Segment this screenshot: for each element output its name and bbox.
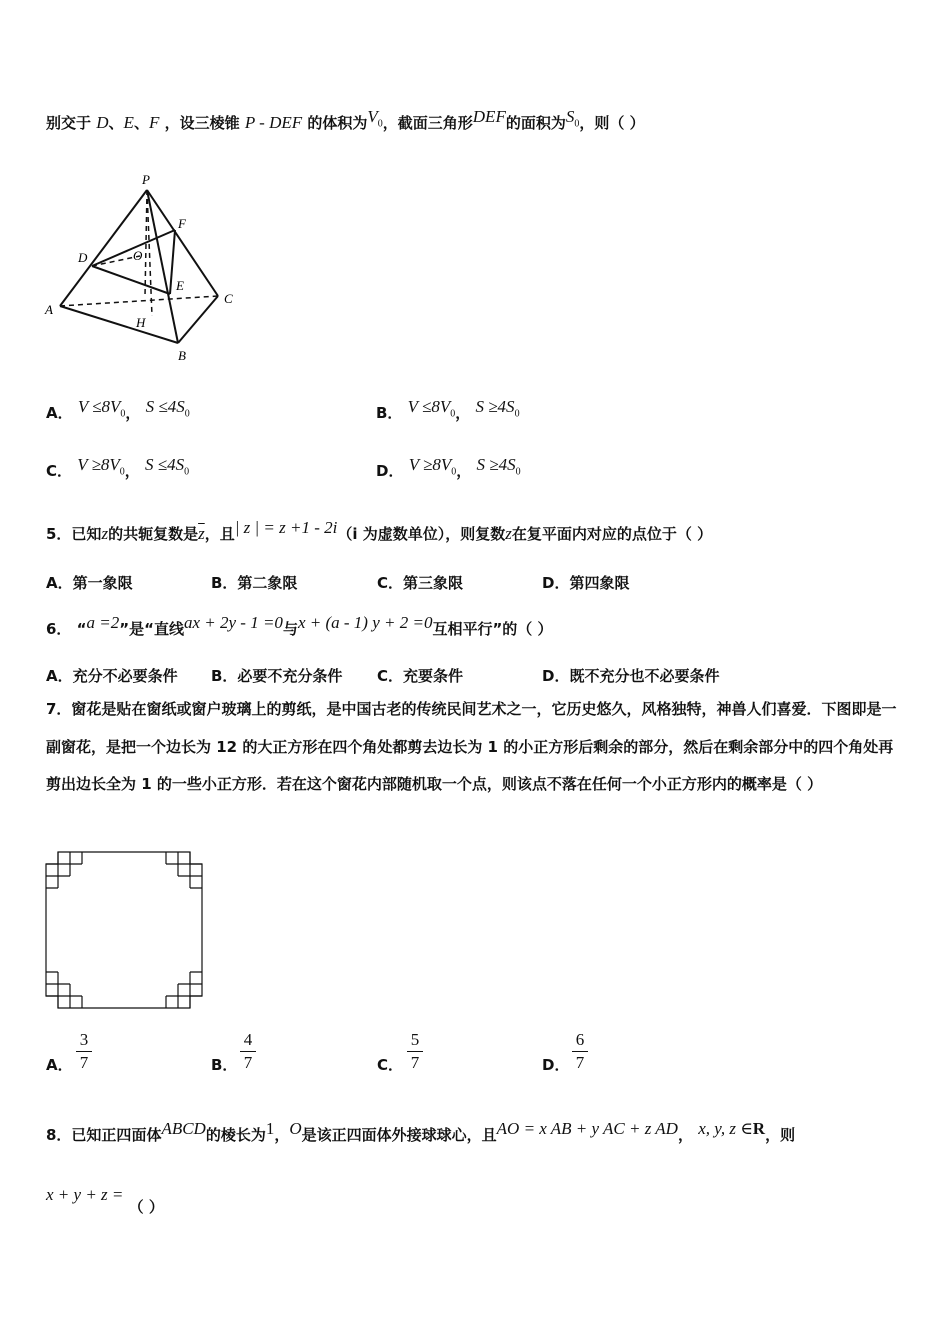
point-f: F: [148, 113, 160, 132]
q7-option-a-fraction[interactable]: [76, 1030, 92, 1073]
option-v-text: V ≥8V: [77, 455, 120, 474]
label-c: C: [224, 291, 233, 306]
option-v-text: V ≤8V: [407, 397, 451, 416]
label-p: P: [142, 172, 150, 187]
v0-symbol: [367, 107, 383, 130]
triangle-def: DEF: [472, 107, 506, 126]
subscript: 0: [120, 408, 126, 420]
numerator: 3: [79, 1030, 89, 1049]
fraction-bar: [572, 1051, 588, 1052]
q5-stem: [46, 518, 713, 544]
separator: 、: [133, 114, 149, 132]
corner-squares-top-right: [166, 852, 202, 888]
q4-option-b[interactable]: [376, 397, 520, 425]
subscript: 0: [377, 118, 383, 130]
edge-fe: [170, 230, 175, 294]
q8-stem: [46, 1119, 796, 1145]
q4-text: ，设三棱锥: [164, 114, 240, 132]
option-s: [475, 397, 520, 420]
label-e: E: [176, 278, 184, 293]
q5-option-d[interactable]: D．第四象限: [542, 574, 630, 592]
option-s: [145, 455, 190, 478]
q4-stem: [46, 107, 645, 135]
q7-option-b-fraction[interactable]: [240, 1030, 256, 1073]
fraction-bar: [240, 1051, 256, 1052]
q7-option-b-letter[interactable]: B．: [211, 1056, 238, 1074]
corner-squares-top-left: [46, 852, 82, 888]
q6-text: ”是“直线: [119, 620, 184, 638]
q6-text: “: [76, 620, 87, 638]
denominator: 7: [410, 1053, 420, 1072]
fraction-bar: [76, 1051, 92, 1052]
tetrahedron-abcd: ABCD: [161, 1119, 206, 1138]
subscript: 0: [574, 118, 580, 130]
q8-sum-line: [46, 1184, 164, 1216]
q7-option-c-letter[interactable]: C．: [377, 1056, 404, 1074]
q4-text: 的面积为: [505, 114, 566, 132]
q5-option-b[interactable]: B．第二象限: [211, 574, 298, 592]
point-d: D: [96, 113, 109, 132]
v-letter: V: [367, 107, 378, 126]
denominator: 7: [575, 1053, 585, 1072]
q4-option-a[interactable]: [46, 397, 190, 425]
q8-text: 是该正四面体外接球球心，且: [301, 1126, 497, 1144]
q5-text: 5．已知: [46, 525, 102, 543]
option-v: [407, 397, 456, 420]
option-letter: A．: [46, 404, 73, 422]
q7-option-d-fraction[interactable]: [572, 1030, 588, 1073]
q6-text: 互相平行”的（ ）: [432, 620, 553, 638]
option-letter: D．: [376, 462, 404, 480]
q6-text: 6．: [46, 620, 72, 638]
q6-text: 与: [282, 620, 298, 638]
comma: ，: [124, 462, 140, 480]
q6-option-a[interactable]: A．充分不必要条件: [46, 667, 178, 685]
point-o: O: [289, 1119, 302, 1138]
vector-equation: AO = x AB + y AC + z AD: [496, 1119, 678, 1138]
label-o: O: [133, 248, 143, 263]
q5-text: 在复平面内对应的点位于（ ）: [511, 525, 713, 543]
numerator: 6: [575, 1030, 585, 1049]
q4-option-c[interactable]: [46, 455, 190, 483]
q6-stem: [46, 613, 553, 639]
q5-equation: | z | = z +1 - 2i: [234, 518, 338, 537]
label-h: H: [136, 315, 146, 330]
option-s-text: S ≥4S: [475, 397, 515, 416]
q5-option-c[interactable]: C．第三象限: [377, 574, 464, 592]
option-s: [145, 397, 190, 420]
subscript: 0: [451, 466, 457, 478]
q5-text: 的共轭复数是: [108, 525, 199, 543]
q8-text: 的棱长为: [205, 1126, 266, 1144]
window-flower-figure: [44, 850, 208, 1010]
q7-paragraph: 7．窗花是贴在窗纸或窗户玻璃上的剪纸，是中国古老的传统民间艺术之一，它历史悠久，风格独特，神兽人们喜爱．下图即是一副窗花，是把一个边长为 12 的大正方形在四个角处都剪去边长为 1 的小正方形后剩余的部分，然后在剩余部分中的四个角处再剪出边长全为 1 的一些小正方形．若在这个窗花内部随机取一个点，则该点不落在任何一个小正方形内的概率是（ ）: [46, 700, 897, 793]
s-letter: S: [565, 107, 575, 126]
q4-text: ，则（ ）: [579, 114, 645, 132]
sum-expression: x + y + z =: [46, 1185, 124, 1204]
subscript: 0: [515, 466, 521, 478]
numerator: 5: [410, 1030, 420, 1049]
answer-blank: （ ）: [128, 1198, 164, 1216]
q4-text: 别交于: [46, 114, 92, 132]
option-s-text: S ≤4S: [145, 397, 185, 416]
real-numbers: R: [752, 1119, 766, 1138]
q8-text: ，: [274, 1126, 290, 1144]
option-s-text: S ≤4S: [145, 455, 185, 474]
option-s: [476, 455, 521, 478]
edge-ac-hidden: [60, 296, 218, 306]
xyz-domain: x, y, z ∈: [698, 1119, 753, 1138]
option-v-text: V ≥8V: [408, 455, 452, 474]
line-1-equation: ax + 2y - 1 =0: [183, 613, 283, 632]
denominator: 7: [243, 1053, 253, 1072]
label-a: A: [45, 302, 53, 317]
q8-text: 8．已知正四面体: [46, 1126, 162, 1144]
edge-bc: [178, 296, 218, 343]
condition-a: a =2: [86, 613, 120, 632]
tetrahedron-figure: [40, 168, 245, 368]
s0-symbol: [565, 107, 580, 130]
q4-text: ，截面三角形: [382, 114, 473, 132]
label-b: B: [178, 348, 186, 363]
pyramid-pdef: P - DEF: [244, 113, 303, 132]
q7-option-d-letter[interactable]: D．: [542, 1056, 570, 1074]
line-2-equation: x + (a - 1) y + 2 =0: [297, 613, 433, 632]
edge-de: [92, 266, 170, 294]
q8-text: ，则: [765, 1126, 796, 1144]
q5-text: ，且: [204, 525, 235, 543]
point-e: E: [123, 113, 134, 132]
separator: 、: [108, 114, 124, 132]
q5-option-a[interactable]: A．第一象限: [46, 574, 133, 592]
q6-option-d[interactable]: D．既不充分也不必要条件: [542, 667, 720, 685]
option-letter: C．: [46, 462, 73, 480]
numerator: 4: [243, 1030, 253, 1049]
z-symbol: z: [101, 524, 109, 543]
denominator: 7: [79, 1053, 89, 1072]
label-d: D: [78, 250, 88, 265]
corner-squares-bottom-right: [166, 972, 202, 1008]
edge-ab: [60, 306, 178, 343]
subscript: 0: [450, 408, 456, 420]
z-symbol: z: [505, 524, 512, 543]
edge-length: 1: [265, 1119, 275, 1138]
label-f: F: [178, 216, 186, 231]
q8-text: ，: [677, 1126, 693, 1144]
option-v: [77, 455, 125, 478]
option-s-text: S ≥4S: [476, 455, 516, 474]
subscript: 0: [119, 466, 125, 478]
comma: ，: [455, 404, 471, 422]
q4-option-d[interactable]: [376, 455, 521, 483]
q5-text: （i 为虚数单位），则复数: [337, 525, 506, 543]
q6-option-b[interactable]: B．必要不充分条件: [211, 667, 343, 685]
subscript: 0: [514, 408, 520, 420]
option-v: [77, 397, 126, 420]
q7-option-c-fraction[interactable]: [407, 1030, 423, 1073]
z-conjugate: $\overline{z}$: [198, 524, 205, 543]
comma: ，: [125, 404, 141, 422]
corner-squares-bottom-left: [46, 972, 82, 1008]
q7-option-a-letter[interactable]: A．: [46, 1056, 73, 1074]
option-v-text: V ≤8V: [77, 397, 121, 416]
q4-text: 的体积为: [307, 114, 368, 132]
comma: ，: [456, 462, 472, 480]
q6-option-c[interactable]: C．充要条件: [377, 667, 464, 685]
subscript: 0: [184, 466, 190, 478]
subscript: 0: [184, 408, 190, 420]
fraction-bar: [407, 1051, 423, 1052]
option-v: [408, 455, 457, 478]
option-letter: B．: [376, 404, 403, 422]
